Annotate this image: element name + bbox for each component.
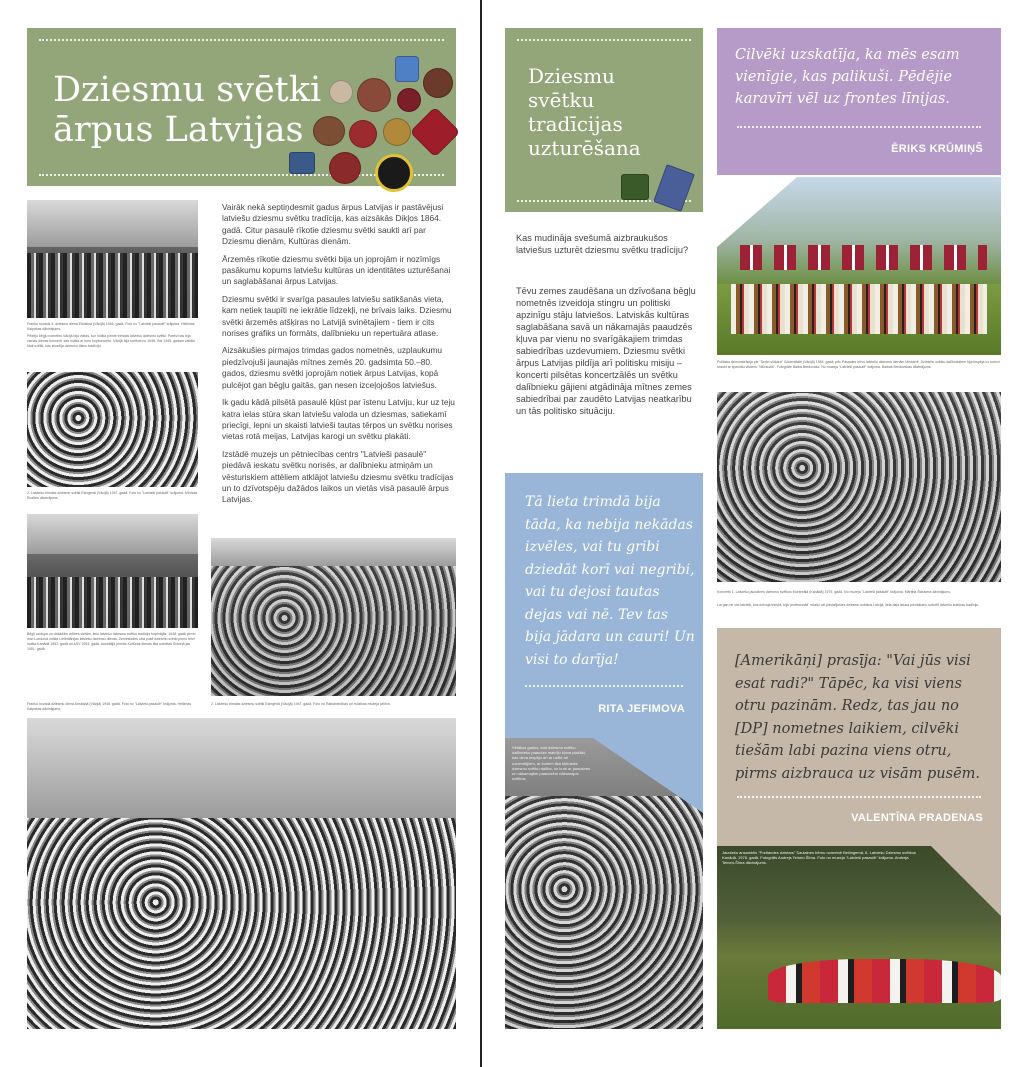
quote-text: Tā lieta trimdā bija tāda, ka nebija nekādas izvēles, vai tu gribi dziedāt korī vai negribi, vai tu dejosi tautas dejas vai nē. Tev tas bija jādara un cauri! Un visi to darīja! xyxy=(525,494,695,668)
caption-photo-color1: Politiska demonstrācija pie "Sedzi slūkara" Gödenštatē (Vācijā) 1984. gadā, pēc Pasaules brīvo latviešu dziesmu dienām Minsterē. Dziesmu svētku dalībniekiem bija iespēja uz turieni braukt ar speciālu vilcienu "Mūrauzis". Fotogrāfe Baiba Bredovska. No muzeja "Latvieši pasaulē" krājuma. Baibas Bredovskas dāvinājums. xyxy=(717,360,1000,369)
photo-choir-costumes xyxy=(27,372,198,487)
quote-author: VALENTĪNA PRADENAS xyxy=(851,812,983,824)
photo-concert-montreal xyxy=(717,392,1001,582)
caption-photo-folk: Jauniešu ansamblis "Portlandes dzintars" Saulaines bērnu nometnē Bellingemā, 6. Latviešu Dziesmu svētkos Kanādā. 1976. gadā. Fotogrāfs Andrejs Teineņ-Šīma. Foto no muzeja "Latvieši pasaulē" krājuma. Andreja Teineņ-Šīma dāvinājums. xyxy=(722,850,916,866)
quote-author: RITA JEFIMOVA xyxy=(598,703,685,715)
photo-demonstration-flags xyxy=(717,177,1001,355)
quote-card-purple xyxy=(717,28,1001,175)
right-question: Kas mudināja svešumā aizbraukušos latviešus uzturēt dziesmu svētku tradīciju? xyxy=(516,233,689,255)
left-title: Dziesmu svētki ārpus Latvijas xyxy=(53,70,322,150)
caption-photo4: 2. Latviešu trimdas dziesmu svētki Esingenā (Vācijā) 1947. gadā. Foto no Rakstniecības un mūzikas muzeja arhīva. xyxy=(211,702,391,706)
caption-photo3: Bēgļi ozolspa un dažādām mītnes vietām, lielu latviešu dziesmu svētku tradīcija turpinājās. 1948. gadā pirmo reizi Londonā notika Lielbritānijas latviešu dziesmu dienas. Zemeslodes otrā pusē dziesmu svētki pirmo reizi notika Kanādā 1952. gadā un ASV 1953. gadā. Austrālijā pirmās Kultūras dienas tika svinētas Sidnejā jau 1951. gadā. xyxy=(27,632,196,651)
photo-folk-dance xyxy=(505,738,703,1029)
quote-text: Cilvēki uzskatīja, ka mēs esam vienīgie, kas palikuši. Pēdējie karavīri vēl uz frontes līnijas. xyxy=(735,47,960,107)
caption-photo-dance: Vēlākos gados, kad dziesmu svētku dalībnieku paaudze mainīju kļuva plašāki, kas deva iespēju arī ar uzlikt arī uzņemtājiem, ar kuriem tika šķīrusies dziesmu svētku dalība, un kurš ar jaunatnes un nākamajām paaudzēm nākamajos svētkos. xyxy=(512,745,591,782)
right-title-panel xyxy=(505,28,703,212)
intro-paragraph: Ik gadu kādā pilsētā pasaulē kļūst par īstenu Latviju, kur uz teju katra ielas stūra skan latviešu valoda un dziesmas, satiekamī priecīgi, lepni un skaisti latvieši tautas tērpos un svētku norises vietas rotā meijas, Latvijas karogi un svētku plakāti. xyxy=(222,397,455,442)
quote-author: ĒRIKS KRŪMIŅŠ xyxy=(891,143,983,155)
right-title: Dziesmu svētku tradīcijas uzturēšana xyxy=(528,64,641,160)
caption-photo-concert-extra: Lai gan ne visi latvieši, kas dzīvoja trimdā, bija 'profesionāli' mūziķi vai piedalījušies dziesmu svētkos Latvijā, liela daļa iztuka pienākumu uzturēt latviešu kultūras tradīciju. xyxy=(717,603,980,607)
badge-pennant-icon xyxy=(653,164,695,212)
intro-paragraph: Aizsākušies pirmajos trimdas gados nometnēs, uzplaukumu piedzīvojuši jaunajās mītnes zemēs 20. gadsimta 50.–80. gados, dziesmu svētki joprojām notiek ārpus Latvijas, kopā pulcējot gan bēgļu gaitās, gan nesen izceļojošos latviešus. xyxy=(222,345,442,390)
page-divider xyxy=(480,0,482,1067)
right-body: Tēvu zemes zaudēšana un dzīvošana bēgļu nometnēs izveidoja stingru un politiski apzinīgu stāju latviešos. Latviskās kultūras saglabāšana savā un nākamajās paaudzēs kļuva par vienu no svarīgākajiem trimdas sabiedrības uzdevumiem. Dziesmu svētki ārpus Latvijas pildīja arī politisku misiju – koncerti pilsētas koncertzālēs un svētku dalībnieku gājieni atgādināja mītnes zemes sabiedrībai par zaudēto Latvijas neatkarību un tās politisko situāciju. xyxy=(516,286,696,416)
photo-procession xyxy=(211,538,456,696)
intro-paragraph: Dziesmu svētki ir svarīga pasaules latviešu satikšanās vieta, kam netiek taupīti ne iekrātie līdzekļi, ne brīvais laiks. Dziesmu svētki ārzemēs atšķiras no Latvijā svinētajiem - tiem ir cits norises grafiks un formāts, dalībnieku un repertuāra atlase. xyxy=(222,293,452,339)
caption-photo2: 2. Latviešu trimdas dziesmu svētki Esingenā (Vācijā) 1947. gadā. Foto no "Latvieši pasaulē" krājuma. Mirdzas Rozītes dāvinājums. xyxy=(27,491,198,500)
caption-photo-concert: Koncerts 1. Latviešu jaunatnes dziesmu svētkos Montreālā (Kanādā) 1975. gadā. No muzeja "Latvieši pasaulē" krājuma. Mārtiņa Štauvera dāvinājums. xyxy=(717,590,951,594)
photo-choir-large xyxy=(27,718,456,1029)
photo-crowd-stadium xyxy=(27,200,198,318)
quote-text: [Amerikāņi] prasīja: "Vai jūs visi esat radi?" Tāpēc, ka visi viens otru pazinām. Redz, tas jau no [DP] nometnes laikiem, cilvēki tiešām labi pazina viens otru, pirms aizbrauca uz visām pusēm. xyxy=(735,653,981,782)
left-title-panel xyxy=(27,28,456,186)
caption-photo1: Franku novada 4. dziesmu diena Ellofsinā (Vācijā) 1946. gadā. Foto no "Latvieši pasaulē" krājuma. Heilimas Kalpakas dāvinājums. xyxy=(27,322,195,331)
photo-parade-street xyxy=(27,514,198,628)
quote-card-taupe xyxy=(717,628,1001,846)
left-intro-text xyxy=(222,202,456,512)
badge-square-icon xyxy=(621,174,649,200)
caption-photo1-extra: Pēdējo bēgļu nometņu Vācijā bija vietas, kur notika pirmie trimdas latviešu dziesmu svētki. Pareizi tas bija vienas dienas koncerti, kas notika ar koru kopkoncertu. Vācijā bija sarīkoti no 1946. līdz 1949. gadam vairāki šādi svētki, kas ievadīja dziesmu dienu tradīciju. xyxy=(27,334,195,348)
caption-photo3b: Franku novada dziesmu diena Ansbahā (Vācijā) 1946. gadā. Foto no "Latvieši pasaulē" krājuma. Heilimas Kalpakas dāvinājums. xyxy=(27,702,191,711)
intro-paragraph: Ārzemēs rīkotie dziesmu svētki bija un joprojām ir nozīmīgs pasākumu kopums latviešu kultūras un identitātes uzturēšanai un saglabāšanai ārpus Latvijas. xyxy=(222,253,451,287)
quote-card-blue xyxy=(505,473,703,738)
intro-paragraph: Vairāk nekā septiņdesmit gadus ārpus Latvijas ir pastāvējusi latviešu dziesmu svētku tradīcija, kas aizsākās Dikļos 1864. gadā. Citur pasaulē rīkotie dziesmu svētki saukti arī par Dziesmu dienām, Kultūras dienām. xyxy=(222,202,444,247)
intro-paragraph: Izstādē muzejs un pētniecības centrs "Latvieši pasaulē" piedāvā ieskatu svētku norisēs, ar dalībnieku atmiņām un vēsturiskiem attēliem atklājot latviešu dziesmu svētku tradīcijas un to dzīvotspēju dažādos laikos un vietās visā pasaulē ārpus Latvijas. xyxy=(222,448,454,505)
photo-folk-ensemble xyxy=(717,846,1001,1029)
